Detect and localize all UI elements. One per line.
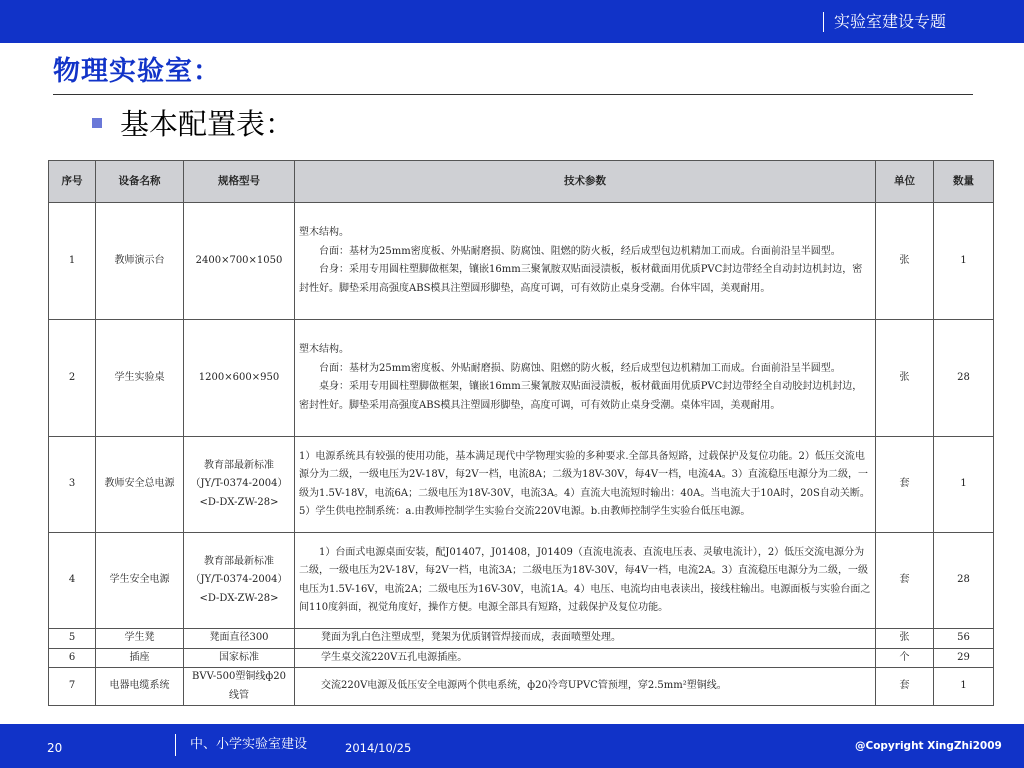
cell-spec: 教育部最新标准（JY/T-0374-2004）<D-DX-ZW-28> — [184, 437, 295, 533]
tech-line: 塑木结构。 — [299, 227, 349, 238]
cell-unit: 张 — [876, 629, 934, 649]
cell-no: 6 — [49, 648, 96, 668]
slide-title: 物理实验室： — [53, 56, 221, 87]
cell-qty: 1 — [934, 437, 994, 533]
configuration-table — [48, 160, 994, 706]
cell-name: 教师安全总电源 — [96, 437, 184, 533]
cell-name: 学生实验桌 — [96, 320, 184, 437]
tech-line: 1）电源系统具有较强的使用功能，基本满足现代中学物理实验的多种要求.全部具备短路，过载保护及复位功能。2）低压交流电源分为二级，一级电压为2V-18V，每2V一档，电流8A；二级为18V-30V，每4V一档，电流4A。3）直流稳压电源分为二级，一级为1.5V-18V，电流6A；二级电压为18V-30V，电流3A。4）直流大电流短时输出：40A。当电流大于10A时，20S自动关断。5）学生供电控制系统：a.由教师控制学生实验台交流220V电源。b.由教师控制学生实验台低压电源。 — [299, 450, 870, 517]
cell-tech — [295, 320, 876, 437]
table-row — [49, 648, 994, 668]
cell-unit: 张 — [876, 203, 934, 320]
tech-line: 台面：基材为25mm密度板、外贴耐磨损、防腐蚀、阻燃的防火板，经后成型包边机精加工而成。台面前沿呈半圆型。 — [319, 245, 841, 257]
tech-line: 台面：基材为25mm密度板、外贴耐磨损、防腐蚀、阻燃的防火板，经后成型包边机精加工而成。台面前沿呈半圆型。 — [319, 362, 841, 374]
cell-unit: 个 — [876, 648, 934, 668]
column-header-tech: 技术参数 — [295, 161, 876, 203]
cell-no: 4 — [49, 533, 96, 629]
slide-subtitle: 基本配置表： — [120, 107, 295, 141]
header-topic: 实验室建设专题 — [823, 12, 946, 32]
cell-unit: 套 — [876, 668, 934, 706]
cell-unit: 套 — [876, 533, 934, 629]
header-bar — [0, 0, 1024, 43]
tech-line: 塑木结构。 — [299, 344, 349, 355]
title-divider — [53, 94, 973, 95]
cell-tech: 交流220V电源及低压安全电源两个供电系统，ф20冷弯UPVC管预埋，穿2.5mm²塑铜线。 — [295, 668, 876, 706]
cell-tech — [295, 437, 876, 533]
column-header-no: 序号 — [49, 161, 96, 203]
cell-no: 1 — [49, 203, 96, 320]
cell-spec: 2400×700×1050 — [184, 203, 295, 320]
cell-unit: 张 — [876, 320, 934, 437]
cell-qty: 28 — [934, 320, 994, 437]
cell-spec: 国家标准 — [184, 648, 295, 668]
cell-name: 学生安全电源 — [96, 533, 184, 629]
page-number: 20 — [47, 741, 63, 755]
footer-course-title: 中、小学实验室建设 — [175, 734, 307, 756]
cell-spec: BVV-500塑铜线ф20线管 — [184, 668, 295, 706]
tech-line: 桌身：采用专用圆柱塑脚做框架，镶嵌16mm三聚氰胺双贴面浸渍板，板材截面用优质PVC封边带经全自动胶封边机封边，密封性好。脚垫采用高强度ABS模具注塑圆形脚垫，高度可调，可有效防止桌身受潮。桌体牢固，美观耐用。 — [299, 381, 863, 411]
column-header-name: 设备名称 — [96, 161, 184, 203]
cell-qty: 1 — [934, 668, 994, 706]
table-row — [49, 668, 994, 706]
cell-no: 5 — [49, 629, 96, 649]
cell-tech — [295, 533, 876, 629]
cell-tech — [295, 203, 876, 320]
cell-name: 教师演示台 — [96, 203, 184, 320]
cell-spec: 教育部最新标准（JY/T-0374-2004）<D-DX-ZW-28> — [184, 533, 295, 629]
table-row — [49, 203, 994, 320]
copyright-text: @Copyright XingZhi2009 — [855, 740, 1002, 752]
cell-no: 3 — [49, 437, 96, 533]
table-row — [49, 629, 994, 649]
cell-qty: 56 — [934, 629, 994, 649]
tech-line: 台身：采用专用圆柱塑脚做框架，镶嵌16mm三聚氰胺双贴面浸渍板，板材截面用优质PVC封边带经全自动封边机封边，密封性好。脚垫采用高强度ABS模具注塑圆形脚垫，高度可调，可有效防止桌身受潮。台体牢固，美观耐用。 — [299, 264, 863, 294]
cell-qty: 28 — [934, 533, 994, 629]
footer-date: 2014/10/25 — [345, 741, 412, 755]
cell-name: 学生凳 — [96, 629, 184, 649]
cell-spec: 1200×600×950 — [184, 320, 295, 437]
cell-qty: 1 — [934, 203, 994, 320]
cell-unit: 套 — [876, 437, 934, 533]
cell-no: 7 — [49, 668, 96, 706]
cell-name: 插座 — [96, 648, 184, 668]
cell-name: 电器电缆系统 — [96, 668, 184, 706]
column-header-unit: 单位 — [876, 161, 934, 203]
square-bullet-icon — [92, 118, 102, 128]
column-header-spec: 规格型号 — [184, 161, 295, 203]
table-row — [49, 320, 994, 437]
table-header-row — [49, 161, 994, 203]
cell-tech: 学生桌交流220V五孔电源插座。 — [295, 648, 876, 668]
column-header-qty: 数量 — [934, 161, 994, 203]
table-row — [49, 533, 994, 629]
cell-qty: 29 — [934, 648, 994, 668]
cell-tech: 凳面为乳白色注塑成型，凳架为优质钢管焊接而成，表面喷塑处理。 — [295, 629, 876, 649]
tech-line: 1）台面式电源桌面安装，配J01407，J01408，J01409（直流电流表、直流电压表、灵敏电流计），2）低压交流电源分为二级，一级电压为2V-18V，每2V一档，电流3A；二级电压为18V-30V，每4V一档，电流2A。3）直流稳压电源分为二级，一级电压为1.5V-16V，电流2A；二级电压为16V-30V，电流1A。4）电压、电流均由电表读出，接线柱输出。电源面板与实验台面之间110度斜面，视觉角度好，操作方便。电源全部具有短路，过载保护及复位功能。 — [299, 546, 871, 613]
table-row — [49, 437, 994, 533]
cell-spec: 凳面直径300 — [184, 629, 295, 649]
cell-no: 2 — [49, 320, 96, 437]
